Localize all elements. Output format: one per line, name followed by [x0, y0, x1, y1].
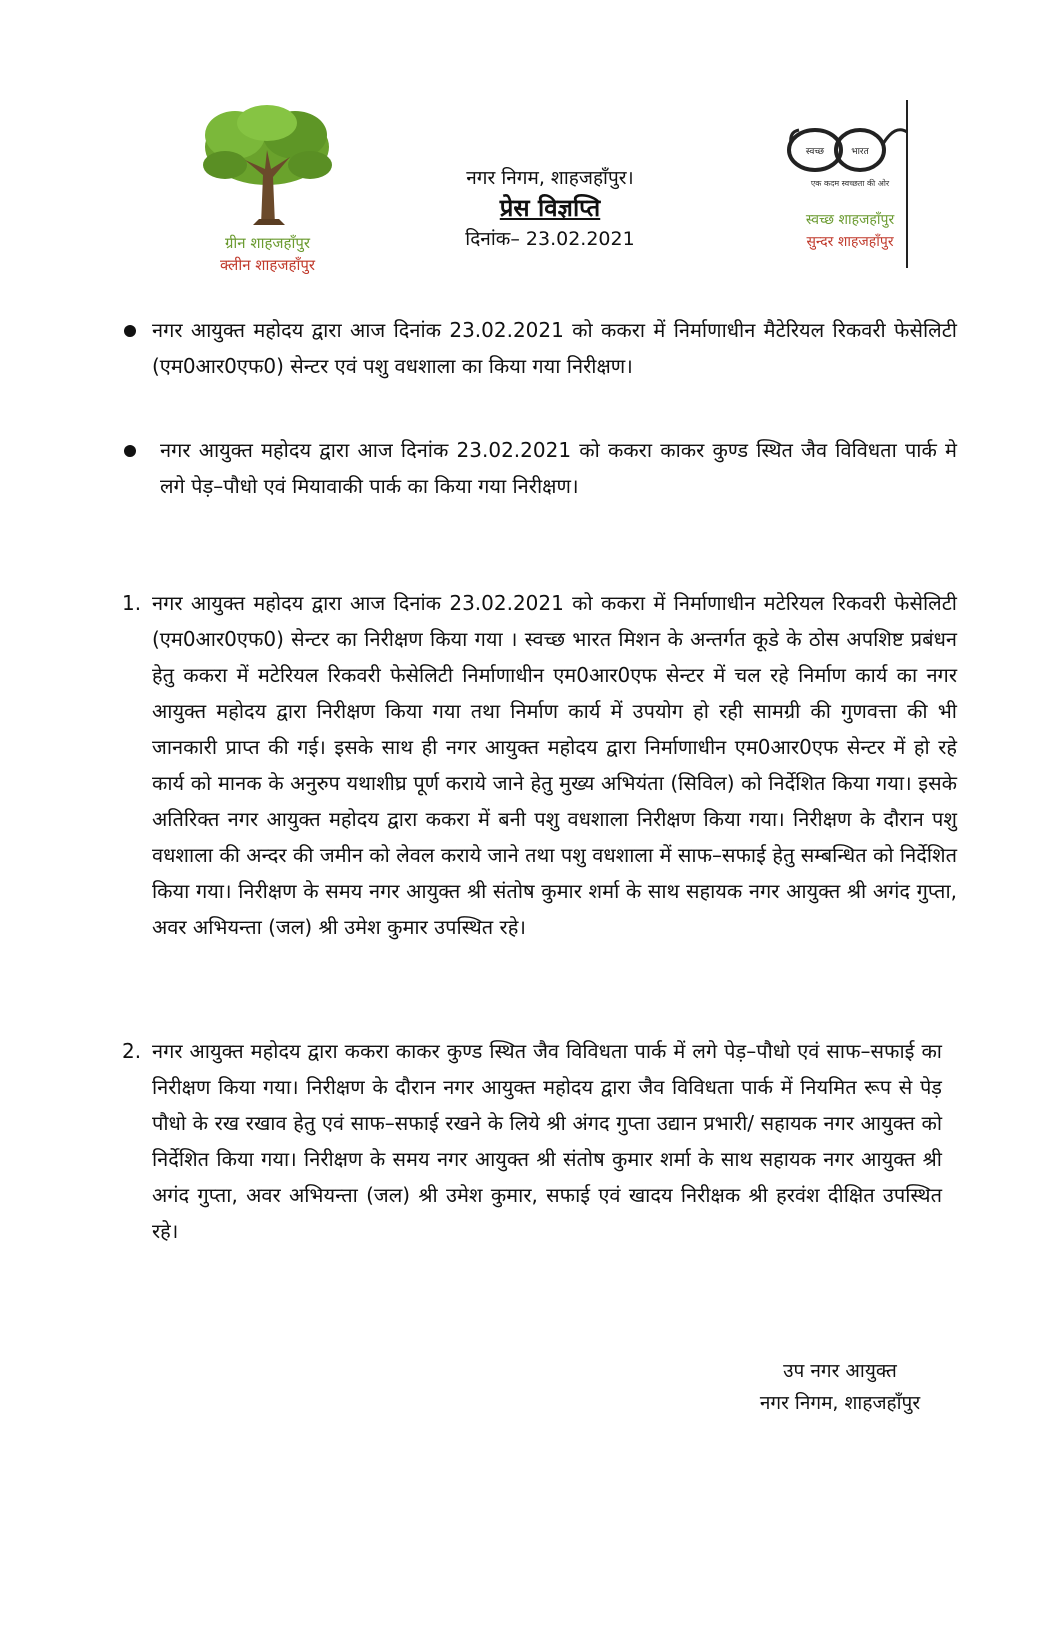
- signature-designation: उप नगर आयुक्त: [783, 1360, 897, 1382]
- document-header: [400, 165, 700, 253]
- bullet-icon: [124, 445, 136, 457]
- bullet-item-2: नगर आयुक्त महोदय द्वारा आज दिनांक 23.02.2021 को ककरा काकर कुण्ड स्थित जैव विविधता पार्क मे लगे पेड़–पौधो एवं मियावाकी पार्क का किया गया निरीक्षण।: [160, 438, 957, 498]
- item-1-text: नगर आयुक्त महोदय द्वारा आज दिनांक 23.02.2021 को ककरा में निर्माणाधीन मटेरियल रिकवरी फेसेलिटी (एम0आर0एफ0) सेन्टर का निरीक्षण किया गया । स्वच्छ भारत मिशन के अन्तर्गत कूडे के ठोस अपशिष्ट प्रबंधन हेतु ककरा में मटेरियल रिकवरी फेसेलिटी निर्माणाधीन एम0आर0एफ सेन्टर में चल रहे निर्माण कार्य का नगर आयुक्त महोदय द्वारा निरीक्षण किया गया तथा निर्माण कार्य में उपयोग हो रही सामग्री की गुणवत्ता की भी जानकारी प्राप्त की गई। इसके साथ ही नगर आयुक्त महोदय द्वारा निर्माणाधीन एम0आर0एफ सेन्टर में हो रहे कार्य को मानक के अनुरुप यथाशीघ्र पूर्ण कराये जाने हेतु मुख्य अभियंता (सिविल) को निर्देशित किया गया। इसके अतिरिक्त नगर आयुक्त महोदय द्वारा ककरा में बनी पशु वधशाला निरीक्षण किया गया। निरीक्षण के दौरान पशु वधशाला की अन्दर की जमीन को लेवल कराये जाने तथा पशु वधशाला में साफ–सफाई हेतु सम्बन्धित को निर्देशित किया गया। निरीक्षण के समय नगर आयुक्त श्री संतोष कुमार शर्मा के साथ सहायक नगर आयुक्त श्री अगंद गुप्ता, अवर अभियन्ता (जल) श्री उमेश कुमार उपस्थित रहे।: [152, 591, 957, 939]
- green-shahjahanpur-logo: [180, 105, 355, 280]
- document-date: दिनांक– 23.02.2021: [465, 228, 635, 250]
- bullet-icon: [124, 325, 136, 337]
- logo-left-line2: क्लीन शाहजहाँपुर: [219, 256, 315, 274]
- organization-name: नगर निगम, शाहजहाँपुर।: [466, 167, 634, 189]
- swachh-bharat-logo: [790, 118, 940, 268]
- logo-right-line2: सुन्दर शाहजहाँपुर: [806, 234, 894, 250]
- signature-office: नगर निगम, शाहजहाँपुर: [759, 1392, 921, 1414]
- signature-block: [740, 1355, 940, 1419]
- logo-right-line1: स्वच्छ शाहजहाँपुर: [805, 212, 895, 228]
- lens-right-text: भारत: [851, 147, 869, 157]
- bullet-item-1: नगर आयुक्त महोदय द्वारा आज दिनांक 23.02.2021 को ककरा में निर्माणाधीन मैटेरियल रिकवरी फेसेलिटी (एम0आर0एफ0) सेन्टर एवं पशु वधशाला का किया गया निरीक्षण।: [152, 318, 957, 378]
- vertical-divider: [906, 100, 908, 268]
- item-2-text: नगर आयुक्त महोदय द्वारा ककरा काकर कुण्ड स्थित जैव विविधता पार्क में लगे पेड़–पौधो एवं साफ–सफाई का निरीक्षण किया गया। निरीक्षण के दौरान नगर आयुक्त महोदय द्वारा जैव विविधता पार्क में नियमित रूप से पेड़ पौधो के रख रखाव हेतु एवं साफ–सफाई रखने के लिये श्री अंगद गुप्ता उद्यान प्रभारी/ सहायक नगर आयुक्त को निर्देशित किया गया। निरीक्षण के समय नगर आयुक्त श्री संतोष कुमार शर्मा के साथ सहायक नगर आयुक्त श्री अगंद गुप्ता, अवर अभियन्ता (जल) श्री उमेश कुमार, सफाई एवं खादय निरीक्षक श्री हरवंश दीक्षित उपस्थित रहे।: [152, 1039, 942, 1243]
- tree-icon: [195, 105, 340, 230]
- spectacles-icon: [785, 118, 910, 178]
- page-title: प्रेस विज्ञप्ति: [499, 194, 601, 222]
- item-1-number: 1.: [122, 591, 142, 615]
- logo-right-tagline: एक कदम स्वच्छता की ओर: [810, 179, 890, 188]
- item-2-number: 2.: [122, 1039, 142, 1063]
- lens-left-text: स्वच्छ: [805, 147, 825, 157]
- logo-left-line1: ग्रीन शाहजहाँपुर: [224, 234, 311, 252]
